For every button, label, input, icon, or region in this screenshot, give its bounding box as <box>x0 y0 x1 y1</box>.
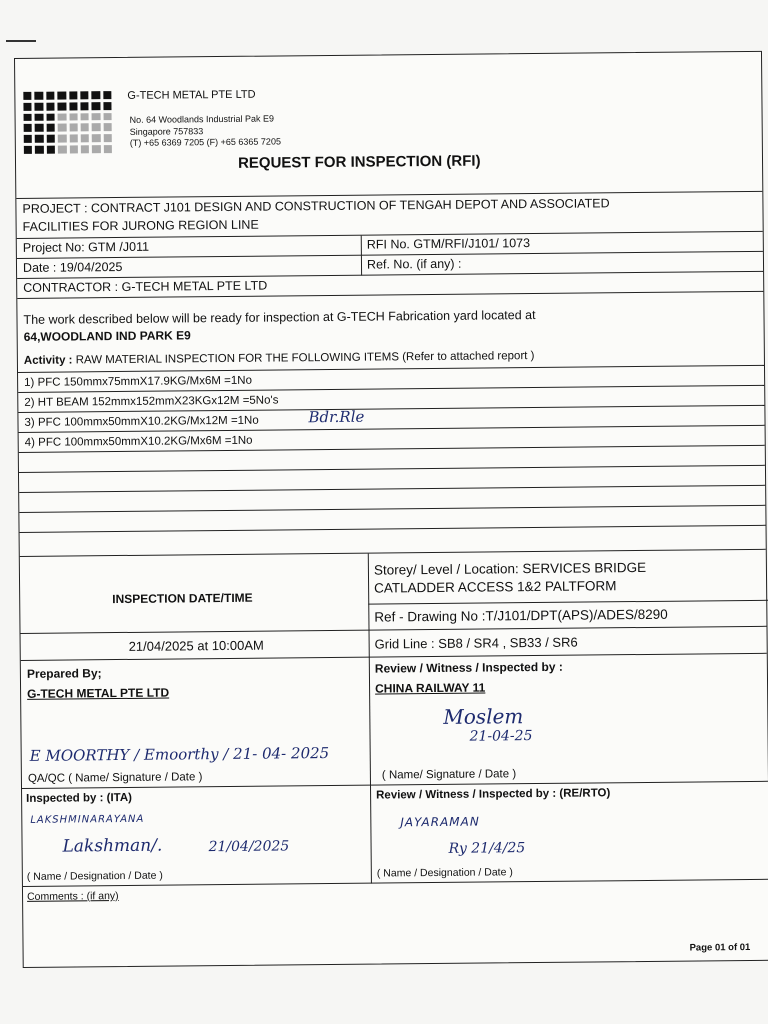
ref-no: Ref. No. (if any) : <box>366 256 462 272</box>
re-rto-label: Review / Witness / Inspected by : (RE/RTO) <box>376 787 611 802</box>
company-name: G-TECH METAL PTE LTD <box>127 88 256 102</box>
ita-name: LAKSHMINARAYANA <box>30 813 145 826</box>
prepared-label: Prepared By; <box>26 666 102 681</box>
inspection-date-value: 21/04/2025 at 10:00AM <box>128 637 264 654</box>
review-caption: ( Name/ Signature / Date ) <box>381 768 517 782</box>
contractor: CONTRACTOR : G-TECH METAL PTE LTD <box>23 278 268 295</box>
item-3: 3) PFC 100mmx50mmX10.2KG/Mx12M =1No <box>24 414 259 429</box>
activity-text <box>24 350 535 367</box>
item-4: 4) PFC 100mmx50mmX10.2KG/Mx6M =1No <box>24 434 253 449</box>
project-no: Project No: GTM /J011 <box>22 239 150 255</box>
rfi-form <box>14 51 768 968</box>
prepared-company: G-TECH METAL PTE LTD <box>27 685 170 701</box>
prepared-signature: E MOORTHY / Emoorthy / 21- 04- 2025 <box>29 744 330 765</box>
re-rto-name: JAYARAMAN <box>400 814 480 830</box>
item-1: 1) PFC 150mmx75mmX17.9KG/Mx6M =1No <box>24 374 253 389</box>
company-address-2: Singapore 757833 <box>129 126 204 137</box>
ita-date: 21/04/2025 <box>208 838 290 856</box>
activity-label: Activity : <box>23 354 73 367</box>
review-label: Review / Witness / Inspected by : <box>374 659 563 676</box>
activity-description: RAW MATERIAL INSPECTION FOR THE FOLLOWING ITEMS (Refer to attached report ) <box>72 350 535 367</box>
signature-row-2 <box>22 782 768 887</box>
work-line-1: The work described below will be ready for inspection at G-TECH Fabrication yard located at <box>23 308 536 327</box>
re-rto-caption: ( Name / Designation / Date ) <box>376 866 513 880</box>
date: Date : 19/04/2025 <box>22 259 123 275</box>
form-title: REQUEST FOR INSPECTION (RFI) <box>237 152 481 172</box>
company-phone: (T) +65 6369 7205 (F) +65 6365 7205 <box>129 136 281 148</box>
work-line-2: 64,WOODLAND IND PARK E9 <box>23 328 191 344</box>
project-line-2: FACILITIES FOR JURONG REGION LINE <box>22 217 259 234</box>
page-number: Page 01 of 01 <box>689 941 751 954</box>
re-rto-signature: Ry 21/4/25 <box>448 840 526 857</box>
company-address-1: No. 64 Woodlands Industrial Pak E9 <box>129 113 275 125</box>
ref-drawing: Ref - Drawing No :T/J101/DPT(APS)/ADES/8290 <box>374 606 668 625</box>
item-3-handwritten-note: Bdr.Rle <box>308 407 365 427</box>
ita-label: Inspected by : (ITA) <box>26 791 133 805</box>
rfi-no: RFI No. GTM/RFI/J101/ 1073 <box>366 236 531 252</box>
ita-caption: ( Name / Designation / Date ) <box>26 869 163 883</box>
work-section <box>17 292 763 349</box>
item-2: 2) HT BEAM 152mmx152mmX23KGx12M =5No's <box>24 394 279 409</box>
grid-line: Grid Line : SB8 / SR4 , SB33 / SR6 <box>374 634 578 652</box>
storey-line-1: Storey/ Level / Location: SERVICES BRIDGE <box>373 559 647 578</box>
comments-label: Comments : (if any) <box>26 890 119 903</box>
inspection-label: INSPECTION DATE/TIME <box>112 590 253 607</box>
prepared-caption: QA/QC ( Name/ Signature / Date ) <box>27 771 203 785</box>
company-logo <box>23 91 112 154</box>
review-company: CHINA RAILWAY 11 <box>375 680 486 696</box>
scan-mark <box>6 40 36 42</box>
ita-signature: Lakshman/. <box>62 835 163 857</box>
review-sign-date: 21-04-25 <box>469 728 533 745</box>
header-section <box>15 52 762 199</box>
project-line-1: PROJECT : CONTRACT J101 DESIGN AND CONSTRUCTION OF TENGAH DEPOT AND ASSOCIATED <box>22 196 610 216</box>
signature-row-1 <box>21 654 768 789</box>
review-signature: Moslem <box>443 704 524 729</box>
storey-line-2: CATLADDER ACCESS 1&2 PALTFORM <box>374 578 617 596</box>
